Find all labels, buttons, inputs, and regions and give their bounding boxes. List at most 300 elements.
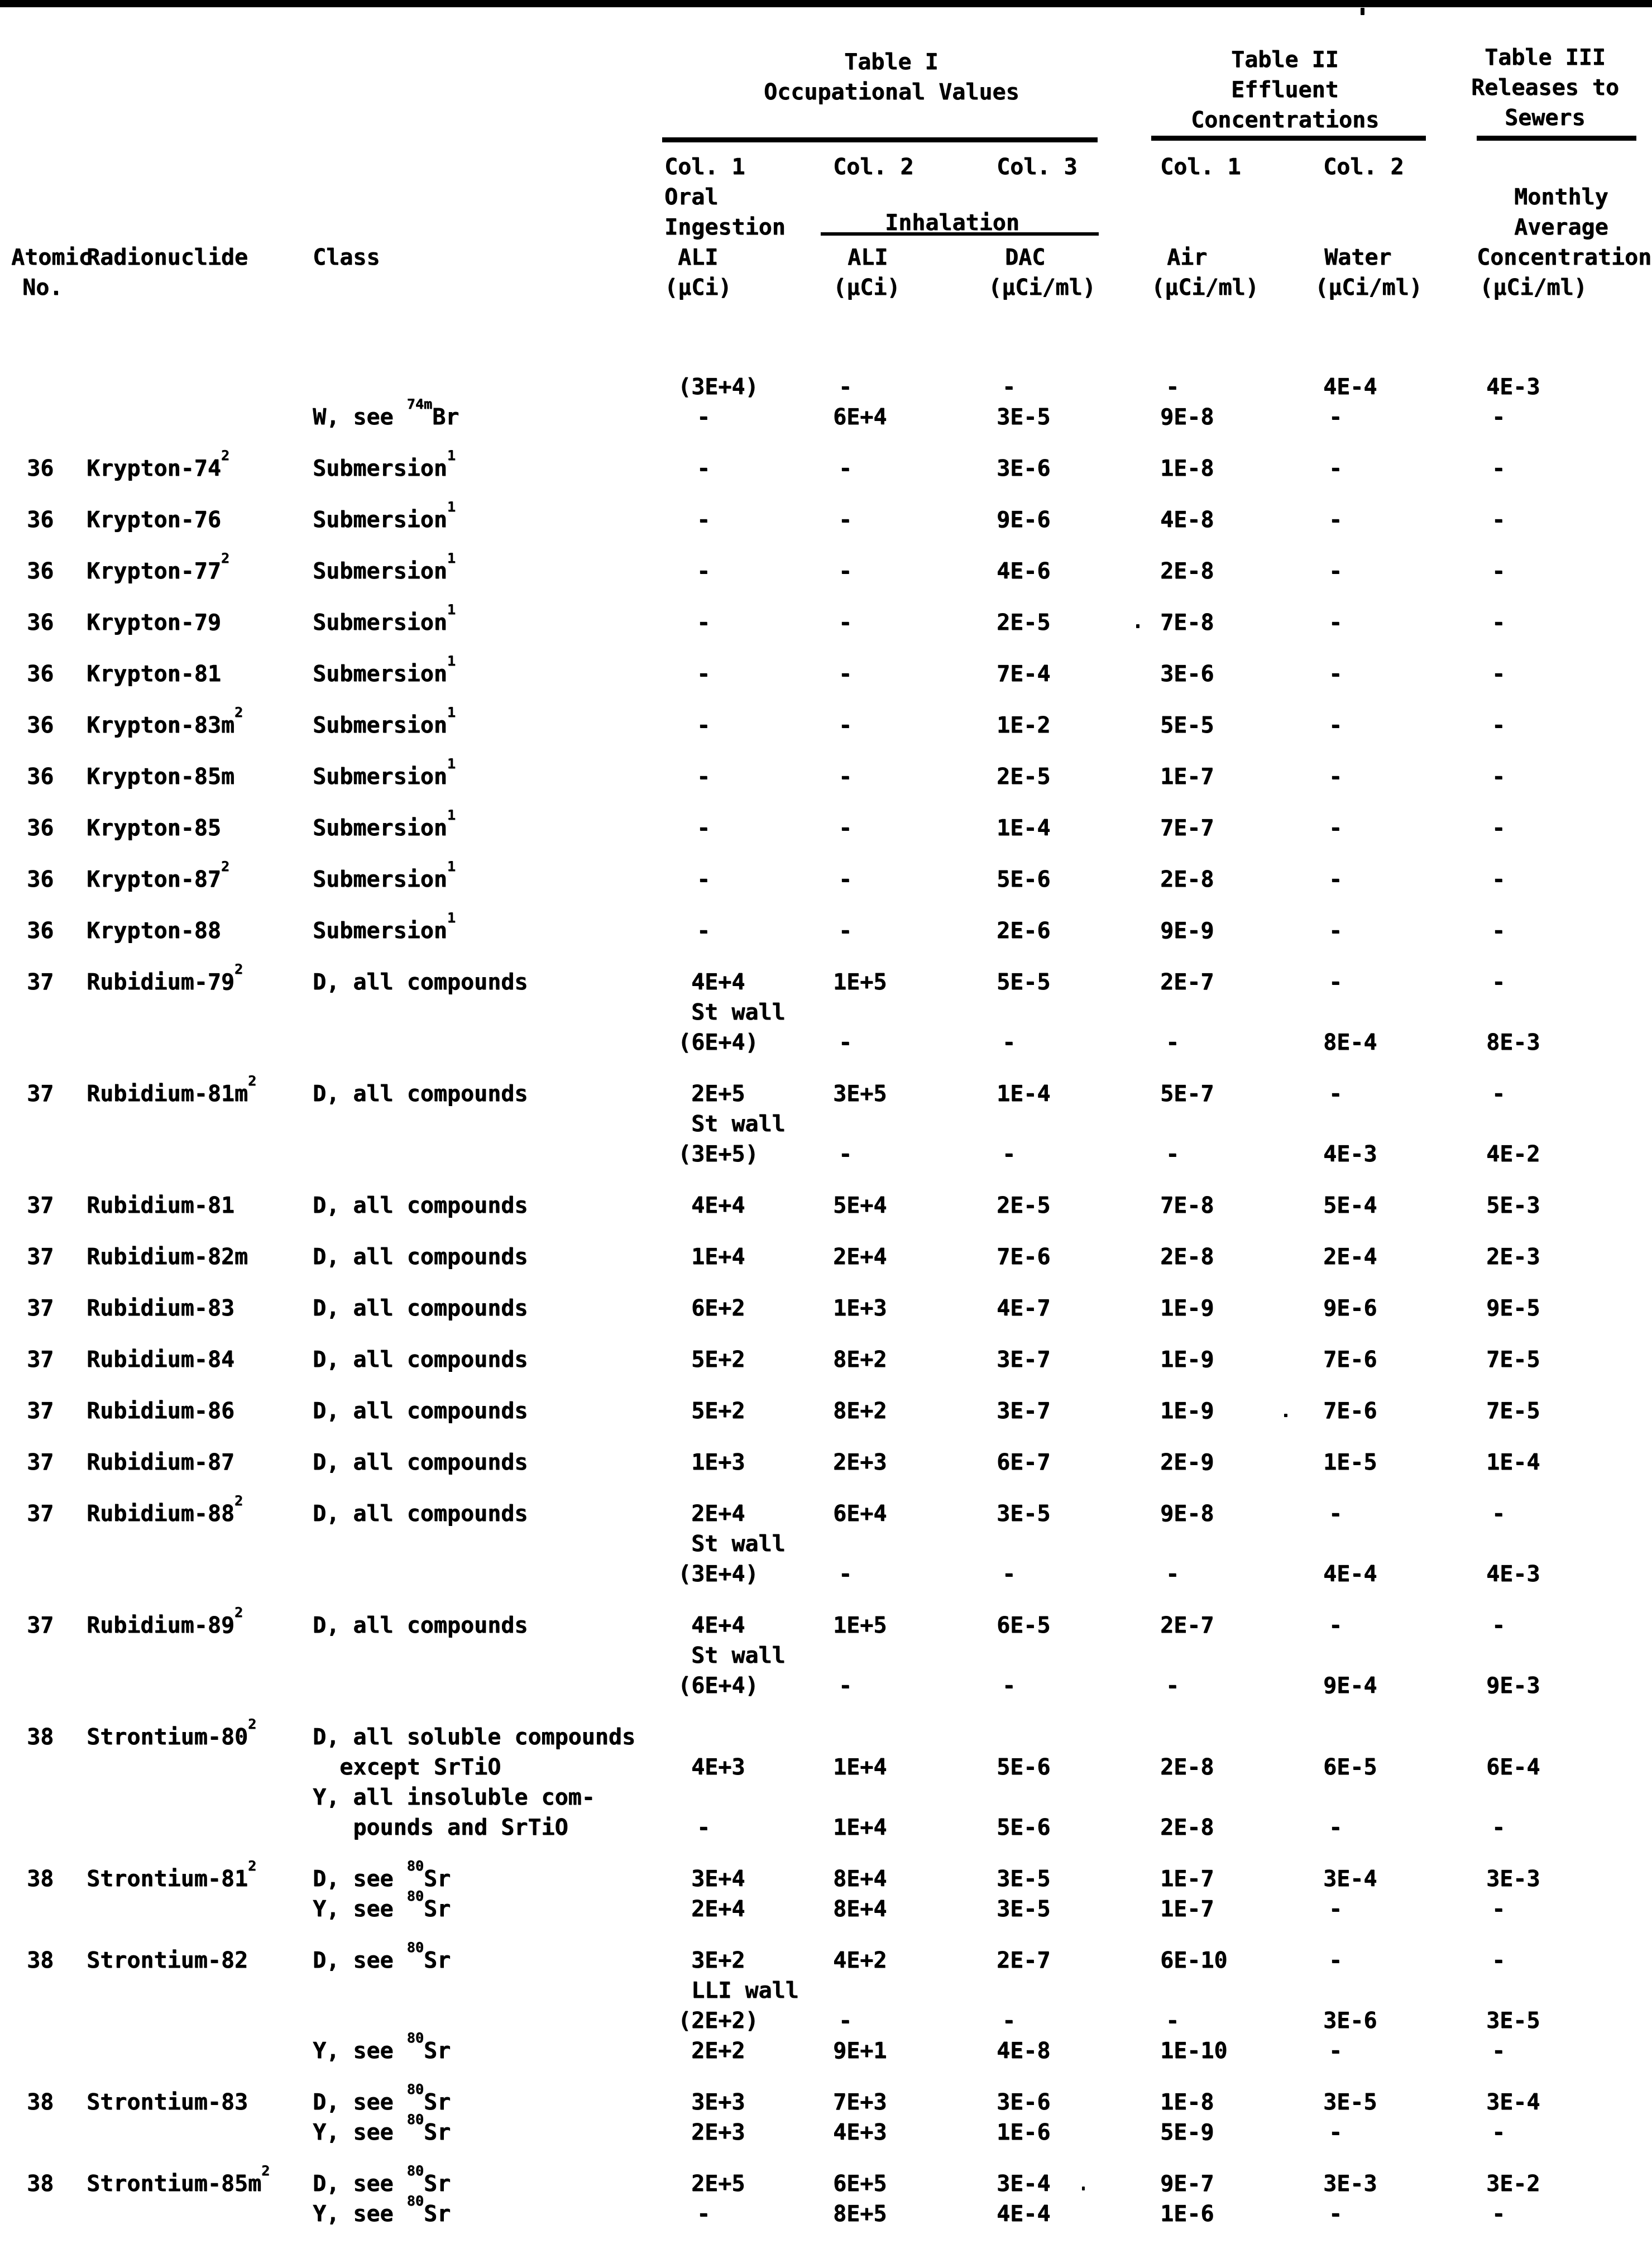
table2-underline-rule [1151, 136, 1426, 141]
cell-effluent-air: 1E-8 [1160, 2089, 1214, 2115]
cell-inhalation-ali: 1E+4 [833, 1815, 887, 1840]
cell-atomic-no: 38 [27, 1866, 54, 1892]
cell-class: D, all compounds [313, 1449, 528, 1475]
cell-effluent-air: 5E-5 [1160, 712, 1214, 738]
cell-class: D, all compounds [313, 1081, 528, 1107]
cell-sewer-monthly-avg: 3E-2 [1486, 2171, 1540, 2197]
cell-atomic-no: 36 [27, 815, 54, 841]
cell-dac: 7E-4 [997, 661, 1051, 687]
cell-effluent-air: 1E-6 [1160, 2201, 1214, 2227]
cell-dac: 2E-5 [997, 610, 1051, 635]
cell-effluent-air: 1E-8 [1160, 456, 1214, 481]
cell-class: except SrTiO [313, 1754, 501, 1780]
cell-class: Y, see $^{80}$Sr [313, 2029, 451, 2064]
cell-oral-ingestion-ali: 2E+4 [691, 1896, 745, 1922]
table-line [0, 549, 1652, 586]
water-unit: (μCi/ml) [1315, 275, 1423, 300]
cell-oral-ingestion-ali: 3E+4 [691, 1866, 745, 1892]
cell-inhalation-ali: 8E+5 [833, 2201, 887, 2227]
oral-label: Oral [664, 184, 719, 210]
cell-radionuclide: Rubidium-$89^2$ [87, 1604, 243, 1638]
cell-class: D, all compounds [313, 969, 528, 995]
cell-inhalation-ali: - [839, 1030, 853, 1055]
cell-oral-ingestion-ali: - [697, 661, 711, 687]
cell-inhalation-ali: 5E+4 [833, 1193, 887, 1218]
table-line [0, 1887, 1652, 1924]
cell-effluent-air: 7E-7 [1160, 815, 1214, 841]
col-header-t2-col1: Col. 1 [1160, 154, 1241, 180]
cell-effluent-air: 2E-8 [1160, 867, 1214, 892]
table-line [0, 1604, 1652, 1640]
cell-effluent-water: - [1329, 2038, 1343, 2064]
ali-inhalation-unit: (μCi) [833, 275, 901, 300]
cell-inhalation-ali: 8E+2 [833, 1398, 887, 1424]
table-line [0, 1027, 1652, 1058]
cell-dac: 9E-6 [997, 507, 1051, 533]
cell-inhalation-ali: 1E+4 [833, 1754, 887, 1780]
cell-dac: 3E-5 [997, 1866, 1051, 1892]
cell-atomic-no: 37 [27, 1081, 54, 1107]
cell-sewer-monthly-avg: - [1492, 1815, 1506, 1840]
cell-inhalation-ali: 4E+2 [833, 1948, 887, 1973]
table1-subtitle: Occupational Values [764, 79, 1019, 105]
class-label: Class [313, 245, 380, 270]
monthly-label: Monthly [1514, 184, 1608, 210]
cell-inhalation-ali: 6E+4 [833, 404, 887, 430]
cell-sewer-monthly-avg: - [1492, 2120, 1506, 2145]
cell-dac: 2E-6 [997, 918, 1051, 944]
cell-dac: 5E-5 [997, 969, 1051, 995]
table-line [0, 997, 1652, 1027]
cell-sewer-monthly-avg: - [1492, 507, 1506, 533]
cell-effluent-water: - [1329, 712, 1343, 738]
cell-inhalation-ali: 6E+5 [833, 2171, 887, 2197]
cell-effluent-water: 4E-3 [1323, 1141, 1377, 1167]
table-line [0, 1139, 1652, 1169]
cell-effluent-air: 2E-8 [1160, 1244, 1214, 1270]
cell-class: Submersion$^1$ [313, 806, 456, 841]
table-line [0, 1242, 1652, 1272]
radionuclide-label: Radionuclide [87, 245, 248, 270]
cell-sewer-monthly-avg: - [1492, 1613, 1506, 1638]
cell-dac: 4E-4 [997, 2201, 1051, 2227]
cell-atomic-no: 37 [27, 1449, 54, 1475]
cell-effluent-water: - [1329, 969, 1343, 995]
cell-dac: 1E-4 [997, 815, 1051, 841]
table-line [0, 372, 1652, 402]
cell-effluent-water: - [1329, 456, 1343, 481]
cell-effluent-water: 3E-5 [1323, 2089, 1377, 2115]
cell-class: D, see $^{80}$Sr [313, 2080, 451, 2115]
cell-dac: - [1002, 1561, 1016, 1587]
cell-dac: - [1002, 374, 1016, 400]
cell-class: Submersion$^1$ [313, 447, 456, 481]
cell-sewer-monthly-avg: - [1492, 404, 1506, 430]
cell-dac: 5E-6 [997, 1754, 1051, 1780]
scan-speck [1082, 2187, 1085, 2190]
cell-effluent-air: 1E-9 [1160, 1295, 1214, 1321]
cell-sewer-monthly-avg: - [1492, 1948, 1506, 1973]
table-line [0, 704, 1652, 740]
cell-effluent-water: 3E-3 [1323, 2171, 1377, 2197]
table-line [0, 1975, 1652, 2006]
cell-atomic-no: 37 [27, 1501, 54, 1527]
cell-oral-ingestion-ali: 4E+3 [691, 1754, 745, 1780]
cell-inhalation-ali: - [839, 507, 853, 533]
cell-oral-ingestion-ali: (2E+2) [678, 2008, 759, 2034]
cell-dac: 1E-2 [997, 712, 1051, 738]
table-line [0, 395, 1652, 432]
cell-effluent-air: 1E-9 [1160, 1347, 1214, 1372]
table1-title: Table I [844, 49, 938, 75]
cell-inhalation-ali: 6E+4 [833, 1501, 887, 1527]
cell-dac: 6E-7 [997, 1449, 1051, 1475]
table2-title: Table II [1231, 47, 1339, 73]
inhalation-label: Inhalation [885, 210, 1019, 236]
table-line [0, 1293, 1652, 1323]
cell-dac: 4E-8 [997, 2038, 1051, 2064]
cell-oral-ingestion-ali: - [697, 456, 711, 481]
cell-effluent-air: 3E-6 [1160, 661, 1214, 687]
cell-class: Submersion$^1$ [313, 704, 456, 738]
table-line [0, 2029, 1652, 2066]
table-line [0, 1857, 1652, 1894]
cell-radionuclide: Rubidium-81 [87, 1193, 234, 1218]
cell-sewer-monthly-avg: - [1492, 661, 1506, 687]
cell-atomic-no: 38 [27, 2171, 54, 2197]
cell-oral-ingestion-ali: - [697, 867, 711, 892]
col-header-t1-col3: Col. 3 [997, 154, 1078, 180]
cell-atomic-no: 38 [27, 2089, 54, 2115]
cell-dac: 3E-6 [997, 456, 1051, 481]
cell-effluent-air: 1E-7 [1160, 1896, 1214, 1922]
ali-oral-label: ALI [678, 245, 719, 270]
cell-oral-ingestion-ali: - [697, 507, 711, 533]
water-label: Water [1324, 245, 1392, 270]
cell-sewer-monthly-avg: - [1492, 456, 1506, 481]
cell-effluent-air: 9E-7 [1160, 2171, 1214, 2197]
cell-sewer-monthly-avg: - [1492, 1896, 1506, 1922]
table-line [0, 1396, 1652, 1426]
cell-radionuclide: Krypton-85 [87, 815, 221, 841]
cell-sewer-monthly-avg: 9E-3 [1486, 1673, 1540, 1699]
cell-oral-ingestion-ali: (3E+4) [678, 1561, 759, 1587]
cell-inhalation-ali: - [839, 661, 853, 687]
table-line [0, 1492, 1652, 1529]
cell-radionuclide: Krypton-$74^2$ [87, 447, 229, 481]
cell-atomic-no: 37 [27, 969, 54, 995]
cell-effluent-water: 1E-5 [1323, 1449, 1377, 1475]
cell-oral-ingestion-ali: - [697, 764, 711, 790]
cell-atomic-no: 38 [27, 1724, 54, 1750]
dac-label: DAC [1005, 245, 1046, 270]
cell-inhalation-ali: 1E+3 [833, 1295, 887, 1321]
cell-dac: - [1002, 1141, 1016, 1167]
cell-dac: 3E-5 [997, 1501, 1051, 1527]
cell-sewer-monthly-avg: 9E-5 [1486, 1295, 1540, 1321]
cell-dac: 1E-4 [997, 1081, 1051, 1107]
table-line [0, 1529, 1652, 1559]
cell-radionuclide: Rubidium-87 [87, 1449, 234, 1475]
cell-inhalation-ali: 1E+5 [833, 969, 887, 995]
table-line [0, 1447, 1652, 1477]
cell-radionuclide: Rubidium-$81m^2$ [87, 1072, 257, 1107]
cell-radionuclide: Strontium-$81^2$ [87, 1857, 257, 1892]
header-bottom-rule [0, 0, 1652, 7]
cell-oral-ingestion-ali: 4E+4 [691, 969, 745, 995]
cell-radionuclide: Krypton-88 [87, 918, 221, 944]
table-line [0, 1640, 1652, 1671]
cell-class: D, all soluble compounds [313, 1724, 635, 1750]
cell-oral-ingestion-ali: - [697, 712, 711, 738]
cell-dac: 3E-4 [997, 2171, 1051, 2197]
table-line [0, 909, 1652, 946]
cell-dac: 3E-7 [997, 1347, 1051, 1372]
cell-class: Submersion$^1$ [313, 498, 456, 533]
cell-effluent-water: - [1329, 2201, 1343, 2227]
cell-oral-ingestion-ali: 6E+2 [691, 1295, 745, 1321]
cell-dac: - [1002, 1030, 1016, 1055]
cell-atomic-no: 37 [27, 1295, 54, 1321]
cell-effluent-water: 7E-6 [1323, 1347, 1377, 1372]
table-line [0, 858, 1652, 894]
table2-subtitle-line1: Effluent [1231, 77, 1339, 103]
cell-dac: 5E-6 [997, 1815, 1051, 1840]
air-label: Air [1167, 245, 1208, 270]
table-line [0, 755, 1652, 792]
cell-class: Submersion$^1$ [313, 549, 456, 584]
cell-effluent-water: 6E-5 [1323, 1754, 1377, 1780]
cell-oral-ingestion-ali: - [697, 404, 711, 430]
cell-sewer-monthly-avg: - [1492, 558, 1506, 584]
cell-effluent-water: 9E-6 [1323, 1295, 1377, 1321]
cell-oral-ingestion-ali: - [697, 610, 711, 635]
cell-effluent-air: 9E-8 [1160, 1501, 1214, 1527]
cell-oral-ingestion-ali: 1E+3 [691, 1449, 745, 1475]
cell-effluent-air: 7E-8 [1160, 610, 1214, 635]
cell-dac: 2E-7 [997, 1948, 1051, 1973]
average-label: Average [1514, 214, 1608, 240]
cell-dac: 2E-5 [997, 1193, 1051, 1218]
cell-oral-ingestion-ali: St wall [691, 999, 786, 1025]
cell-sewer-monthly-avg: - [1492, 2201, 1506, 2227]
cell-sewer-monthly-avg: 1E-4 [1486, 1449, 1540, 1475]
cell-oral-ingestion-ali: - [697, 1815, 711, 1840]
cell-radionuclide: Krypton-76 [87, 507, 221, 533]
cell-effluent-air: 2E-7 [1160, 1613, 1214, 1638]
cell-oral-ingestion-ali: - [697, 918, 711, 944]
cell-effluent-air: 1E-10 [1160, 2038, 1228, 2064]
cell-atomic-no: 37 [27, 1193, 54, 1218]
cell-oral-ingestion-ali: - [697, 558, 711, 584]
cell-inhalation-ali: 2E+3 [833, 1449, 887, 1475]
cell-oral-ingestion-ali: (6E+4) [678, 1673, 759, 1699]
cell-inhalation-ali: - [839, 456, 853, 481]
cell-effluent-water: - [1329, 764, 1343, 790]
atomic-label: Atomic [11, 245, 92, 270]
cell-class: pounds and SrTiO [313, 1815, 568, 1840]
cell-effluent-air: - [1166, 374, 1180, 400]
cell-sewer-monthly-avg: 3E-3 [1486, 1866, 1540, 1892]
cell-oral-ingestion-ali: 2E+4 [691, 1501, 745, 1527]
cell-effluent-water: - [1329, 918, 1343, 944]
cell-effluent-water: - [1329, 1815, 1343, 1840]
cell-inhalation-ali: 4E+3 [833, 2120, 887, 2145]
cell-effluent-water: - [1329, 661, 1343, 687]
cell-dac: 3E-5 [997, 404, 1051, 430]
col-header-t1-col2: Col. 2 [833, 154, 914, 180]
cell-effluent-water: 4E-4 [1323, 374, 1377, 400]
table3-subtitle-line1: Releases to [1471, 75, 1619, 101]
cell-oral-ingestion-ali: 5E+2 [691, 1347, 745, 1372]
table-line [0, 498, 1652, 535]
cell-class: Submersion$^1$ [313, 755, 456, 790]
cell-effluent-water: 8E-4 [1323, 1030, 1377, 1055]
cell-inhalation-ali: - [839, 918, 853, 944]
cell-effluent-air: 9E-9 [1160, 918, 1214, 944]
table-line [0, 601, 1652, 638]
cell-class: D, see $^{80}$Sr [313, 1857, 451, 1892]
concentration-label: Concentration [1477, 245, 1652, 270]
cell-inhalation-ali: - [839, 815, 853, 841]
table-line [0, 2006, 1652, 2036]
cell-class: D, all compounds [313, 1501, 528, 1527]
cell-oral-ingestion-ali: - [697, 2201, 711, 2227]
table-line [0, 652, 1652, 689]
cell-effluent-air: - [1166, 1673, 1180, 1699]
cell-class: Submersion$^1$ [313, 858, 456, 892]
cell-oral-ingestion-ali: 4E+4 [691, 1193, 745, 1218]
cell-effluent-air: 4E-8 [1160, 507, 1214, 533]
cell-sewer-monthly-avg: - [1492, 2038, 1506, 2064]
table-line [0, 1190, 1652, 1221]
table-line [0, 2192, 1652, 2229]
cell-class: Y, see $^{80}$Sr [313, 2111, 451, 2145]
cell-oral-ingestion-ali: 3E+3 [691, 2089, 745, 2115]
cell-radionuclide: Rubidium-82m [87, 1244, 248, 1270]
cell-effluent-water: - [1329, 610, 1343, 635]
cell-effluent-water: 4E-4 [1323, 1561, 1377, 1587]
cell-effluent-water: 3E-6 [1323, 2008, 1377, 2034]
cell-effluent-air: 1E-7 [1160, 764, 1214, 790]
cell-sewer-monthly-avg: - [1492, 918, 1506, 944]
cell-oral-ingestion-ali: St wall [691, 1531, 786, 1557]
cell-sewer-monthly-avg: 3E-5 [1486, 2008, 1540, 2034]
cell-effluent-air: 6E-10 [1160, 1948, 1228, 1973]
cell-sewer-monthly-avg: 7E-5 [1486, 1398, 1540, 1424]
scan-speck [1284, 1414, 1287, 1417]
cell-effluent-air: 1E-9 [1160, 1398, 1214, 1424]
cell-oral-ingestion-ali: (3E+5) [678, 1141, 759, 1167]
cell-inhalation-ali: 9E+1 [833, 2038, 887, 2064]
cell-effluent-water: 5E-4 [1323, 1193, 1377, 1218]
cell-atomic-no: 36 [27, 712, 54, 738]
cell-effluent-water: 9E-4 [1323, 1673, 1377, 1699]
cell-oral-ingestion-ali: 1E+4 [691, 1244, 745, 1270]
cell-effluent-air: - [1166, 1561, 1180, 1587]
cell-dac: 3E-5 [997, 1896, 1051, 1922]
cell-effluent-water: - [1329, 867, 1343, 892]
cell-sewer-monthly-avg: - [1492, 1501, 1506, 1527]
table-line [0, 2162, 1652, 2199]
cell-radionuclide: Krypton-$83m^2$ [87, 704, 243, 738]
cell-effluent-water: - [1329, 1613, 1343, 1638]
cell-radionuclide: Strontium-82 [87, 1948, 248, 1973]
table-line [0, 1812, 1652, 1843]
cell-inhalation-ali: - [839, 2008, 853, 2034]
cell-effluent-air: 9E-8 [1160, 404, 1214, 430]
cell-class: Submersion$^1$ [313, 909, 456, 944]
cell-inhalation-ali: - [839, 1561, 853, 1587]
cell-class: D, see $^{80}$Sr [313, 1939, 451, 1973]
cell-radionuclide: Krypton-$87^2$ [87, 858, 229, 892]
cell-radionuclide: Rubidium-86 [87, 1398, 234, 1424]
cell-sewer-monthly-avg: - [1492, 712, 1506, 738]
cell-radionuclide: Strontium-$80^2$ [87, 1715, 257, 1750]
cell-sewer-monthly-avg: 2E-3 [1486, 1244, 1540, 1270]
cell-oral-ingestion-ali: 3E+2 [691, 1948, 745, 1973]
cell-inhalation-ali: - [839, 1141, 853, 1167]
cell-effluent-water: - [1329, 1501, 1343, 1527]
cell-radionuclide: Krypton-$77^2$ [87, 549, 229, 584]
table-line [0, 2080, 1652, 2117]
table-line [0, 1109, 1652, 1139]
cell-oral-ingestion-ali: 4E+4 [691, 1613, 745, 1638]
cell-radionuclide: Krypton-79 [87, 610, 221, 635]
cell-effluent-water: - [1329, 1896, 1343, 1922]
table-line [0, 1072, 1652, 1109]
cell-effluent-water: - [1329, 2120, 1343, 2145]
atomic-no-label: No. [22, 275, 63, 300]
cell-effluent-air: 5E-9 [1160, 2120, 1214, 2145]
cell-effluent-water: - [1329, 404, 1343, 430]
cell-oral-ingestion-ali: (6E+4) [678, 1030, 759, 1055]
cell-effluent-air: 7E-8 [1160, 1193, 1214, 1218]
cell-sewer-monthly-avg: 3E-4 [1486, 2089, 1540, 2115]
cell-atomic-no: 36 [27, 918, 54, 944]
cell-inhalation-ali: - [839, 867, 853, 892]
cell-inhalation-ali: 8E+4 [833, 1896, 887, 1922]
cell-atomic-no: 36 [27, 867, 54, 892]
cell-class: D, all compounds [313, 1244, 528, 1270]
table-line [0, 2111, 1652, 2147]
cell-effluent-water: - [1329, 1948, 1343, 1973]
cell-inhalation-ali: - [839, 374, 853, 400]
cell-class: Submersion$^1$ [313, 601, 456, 635]
cell-sewer-monthly-avg: - [1492, 867, 1506, 892]
cell-effluent-water: - [1329, 1081, 1343, 1107]
cell-radionuclide: Strontium-$85m^2$ [87, 2162, 270, 2197]
cell-class: Y, all insoluble com- [313, 1785, 595, 1810]
cell-oral-ingestion-ali: - [697, 815, 711, 841]
cell-effluent-air: 2E-8 [1160, 558, 1214, 584]
cell-class: D, see $^{80}$Sr [313, 2162, 451, 2197]
cell-atomic-no: 37 [27, 1613, 54, 1638]
cell-dac: 5E-6 [997, 867, 1051, 892]
cell-inhalation-ali: - [839, 558, 853, 584]
cell-dac: 2E-5 [997, 764, 1051, 790]
cell-dac: 3E-6 [997, 2089, 1051, 2115]
cell-effluent-air: 2E-8 [1160, 1754, 1214, 1780]
cell-radionuclide: Rubidium-$79^2$ [87, 960, 243, 995]
cell-effluent-air: - [1166, 1030, 1180, 1055]
air-unit: (μCi/ml) [1151, 275, 1259, 300]
cell-class: D, all compounds [313, 1613, 528, 1638]
cell-class: Y, see $^{80}$Sr [313, 2192, 451, 2227]
table-body [0, 372, 1652, 2229]
cell-inhalation-ali: 8E+4 [833, 1866, 887, 1892]
cell-atomic-no: 37 [27, 1347, 54, 1372]
